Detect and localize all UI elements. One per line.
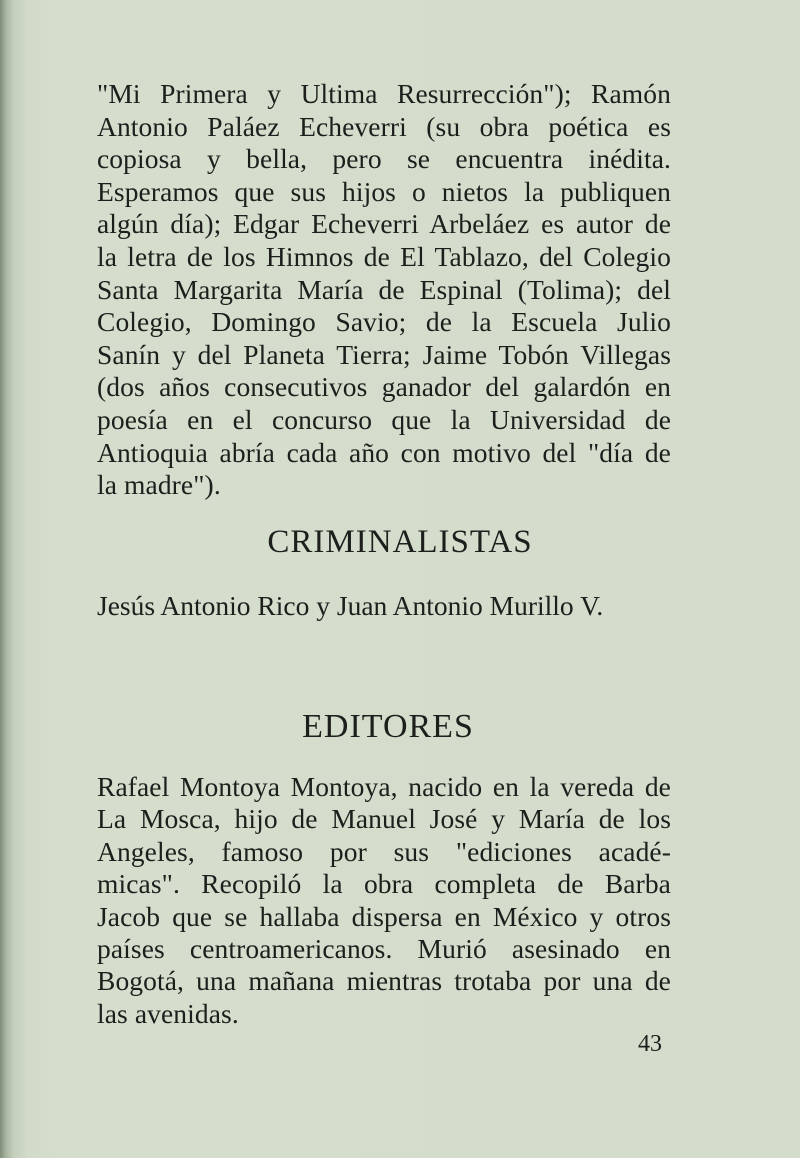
text-line: Sanín y del Planeta Tierra; Jaime Tobón Villegas — [97, 338, 671, 370]
text-line: "Mi Primera y Ultima Resurrección"); Ramón — [97, 78, 671, 109]
text-line: Antioquia abría cada año con motivo del "día de — [97, 436, 671, 468]
text-line: (dos años consecutivos ganador del galardón en — [97, 371, 671, 403]
text-line: Santa Margarita María de Espinal (Tolima); del — [97, 273, 671, 305]
text-line: la letra de los Himnos de El Tablazo, del Colegio — [97, 240, 671, 272]
text-line: Angeles, famoso por sus "ediciones acadé- — [97, 835, 671, 867]
text-line: La Mosca, hijo de Manuel José y María de los — [97, 803, 671, 835]
text-line: Colegio, Domingo Savio; de la Escuela Julio — [97, 306, 671, 338]
text-line: las avenidas. — [97, 997, 239, 1029]
text-line: Esperamos que sus hijos o nietos la publiquen — [97, 175, 671, 207]
text-line: Antonio Paláez Echeverri (su obra poética es — [97, 110, 671, 142]
section-heading-criminalistas: CRIMINALISTAS — [267, 524, 533, 560]
text-line: Jacob que se hallaba dispersa en México y otros — [97, 900, 671, 932]
text-line: copiosa y bella, pero se encuentra inédita. — [97, 143, 671, 175]
paragraph-editores — [97, 771, 671, 1030]
paragraph-poets — [97, 78, 671, 502]
text-line: algún día); Edgar Echeverri Arbeláez es autor de — [97, 208, 671, 240]
text-line: la madre"). — [97, 469, 221, 501]
criminalistas-names: Jesús Antonio Rico y Juan Antonio Murillo V. — [97, 590, 604, 621]
text-line: poesía en el concurso que la Universidad de — [97, 403, 671, 435]
section-heading-editores: EDITORES — [302, 708, 474, 745]
text-line: micas". Recopiló la obra completa de Barba — [97, 868, 671, 900]
page-number: 43 — [638, 1031, 662, 1057]
text-line: países centroamericanos. Murió asesinado en — [97, 932, 671, 964]
text-line: Bogotá, una mañana mientras trotaba por una de — [97, 965, 671, 997]
text-line: Rafael Montoya Montoya, nacido en la vereda de — [97, 771, 671, 802]
